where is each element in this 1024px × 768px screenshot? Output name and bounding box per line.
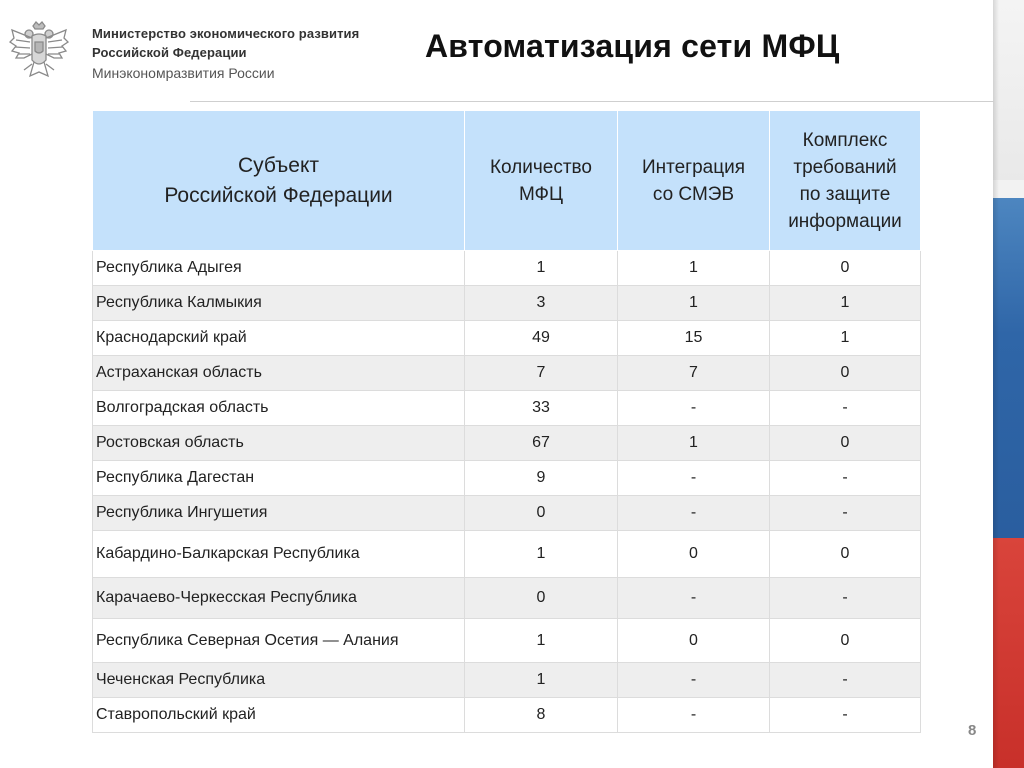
smev-integration-cell: 7 [618,356,770,391]
mfc-count-cell: 67 [465,426,618,461]
smev-integration-cell: - [618,496,770,531]
info-security-cell: - [770,496,921,531]
header-text-line: Российской Федерации [164,183,393,207]
table-row [93,391,921,426]
header-subject [93,111,465,251]
ministry-name-line2: Российской Федерации [92,45,247,60]
mfc-count-cell: 0 [465,496,618,531]
info-security-cell: - [770,698,921,733]
mfc-count-cell: 0 [465,578,618,619]
smev-integration-cell: - [618,663,770,698]
info-security-cell: 0 [770,531,921,578]
region-name-cell: Ставропольский край [93,698,465,733]
table-row [93,663,921,698]
ministry-short-name: Минэкономразвития России [92,65,275,81]
header-text-line: со СМЭВ [652,183,735,205]
mfc-count-cell: 7 [465,356,618,391]
header-divider [190,101,994,102]
smev-integration-cell: 1 [618,426,770,461]
smev-integration-cell: 15 [618,321,770,356]
table-row [93,496,921,531]
page-number: 8 [968,722,977,739]
table-row [93,461,921,496]
header-text-line: Интеграция [641,156,746,178]
table-row [93,578,921,619]
region-name-cell: Республика Северная Осетия — Алания [93,619,465,663]
region-name-cell: Краснодарский край [93,321,465,356]
mfc-automation-table [92,110,921,733]
smev-integration-cell: - [618,698,770,733]
header-text-line: Субъект [237,153,320,177]
region-name-cell: Республика Адыгея [93,251,465,286]
table-row [93,321,921,356]
table-row [93,698,921,733]
mfc-count-cell: 33 [465,391,618,426]
region-name-cell: Республика Калмыкия [93,286,465,321]
smev-integration-cell: - [618,391,770,426]
smev-integration-cell: 0 [618,619,770,663]
mfc-count-cell: 1 [465,531,618,578]
region-name-cell: Кабардино-Балкарская Республика [93,531,465,578]
mfc-count-cell: 49 [465,321,618,356]
table-row [93,251,921,286]
mfc-count-cell: 1 [465,619,618,663]
mfc-count-cell: 3 [465,286,618,321]
region-name-cell: Карачаево-Черкесская Республика [93,578,465,619]
info-security-cell: - [770,663,921,698]
info-security-cell: - [770,578,921,619]
table-header-row [93,111,921,251]
info-security-cell: 0 [770,426,921,461]
mfc-count-cell: 1 [465,251,618,286]
region-name-cell: Чеченская Республика [93,663,465,698]
info-security-cell: - [770,461,921,496]
smev-integration-cell: 1 [618,251,770,286]
info-security-cell: - [770,391,921,426]
smev-integration-cell: 1 [618,286,770,321]
mfc-count-cell: 9 [465,461,618,496]
header-text-line: Комплекс [802,129,888,151]
smev-integration-cell: - [618,461,770,496]
table-row [93,531,921,578]
table-row [93,286,921,321]
info-security-cell: 1 [770,321,921,356]
header-mfc-count [465,111,618,251]
table-row [93,619,921,663]
region-name-cell: Республика Ингушетия [93,496,465,531]
region-name-cell: Волгоградская область [93,391,465,426]
header-smev-integration [618,111,770,251]
header-text-line: Количество [489,156,593,178]
table-body [93,251,921,733]
ministry-name-line1: Министерство экономического развития [92,26,360,41]
info-security-cell: 0 [770,251,921,286]
region-name-cell: Республика Дагестан [93,461,465,496]
russian-coat-of-arms-icon [8,20,70,84]
region-name-cell: Ростовская область [93,426,465,461]
info-security-cell: 0 [770,619,921,663]
mfc-count-cell: 8 [465,698,618,733]
info-security-cell: 0 [770,356,921,391]
mfc-count-cell: 1 [465,663,618,698]
header-text-line: по защите [799,183,891,205]
slide-title: Автоматизация сети МФЦ [425,28,840,64]
header-text-line: информации [788,210,902,232]
header-text-line: МФЦ [518,183,564,205]
smev-integration-cell: 0 [618,531,770,578]
smev-integration-cell: - [618,578,770,619]
flag-edge-shadow [993,0,999,768]
region-name-cell: Астраханская область [93,356,465,391]
header-info-security [770,111,921,251]
header-text-line: требований [793,156,897,178]
info-security-cell: 1 [770,286,921,321]
table-row [93,356,921,391]
table-row [93,426,921,461]
ministry-name-block [92,24,359,83]
flag-stripe-decoration [993,0,1024,768]
